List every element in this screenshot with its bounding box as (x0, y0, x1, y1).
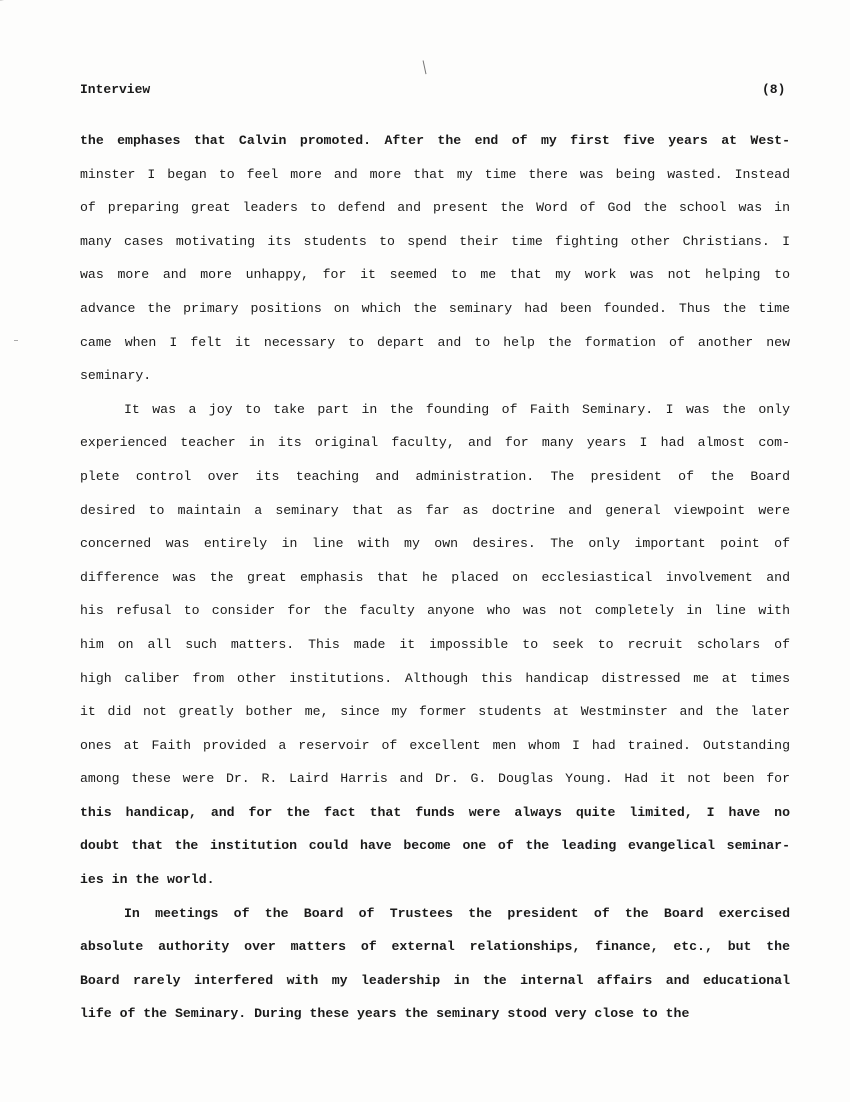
text-line: this handicap, and for the fact that funds were always quite limited, I have no (80, 804, 790, 820)
text-line: his refusal to consider for the faculty anyone who was not completely in line with (80, 603, 790, 619)
text-line: seminary. (80, 368, 152, 384)
scan-corner-mark (0, 0, 42, 15)
body-text (80, 124, 790, 1031)
text-line: concerned was entirely in line with my own desires. The only important point of (80, 536, 790, 552)
scan-edge-mark (14, 340, 18, 341)
page-number: (8) (762, 82, 786, 97)
text-line: difference was the great emphasis that he placed on ecclesiastical involvement and (80, 569, 790, 585)
text-line: minster I began to feel more and more that my time there was being wasted. Instead (80, 166, 790, 182)
text-line: In meetings of the Board of Trustees the president of the Board exercised (124, 905, 790, 921)
text-line: was more and more unhappy, for it seemed to me that my work was not helping to (80, 267, 790, 283)
text-line: ones at Faith provided a reservoir of excellent men whom I had trained. Outstanding (80, 737, 790, 753)
text-line: experienced teacher in its original faculty, and for many years I had almost com- (80, 435, 790, 451)
text-line: many cases motivating its students to spend their time fighting other Christians. I (80, 233, 790, 249)
text-line: among these were Dr. R. Laird Harris and Dr. G. Douglas Young. Had it not been for (80, 771, 790, 787)
text-line: life of the Seminary. During these years the seminary stood very close to the (80, 1006, 690, 1022)
text-line: the emphases that Calvin promoted. After the end of my first five years at West- (80, 133, 790, 148)
document-title: Interview (80, 82, 151, 97)
text-line: advance the primary positions on which the seminary had been founded. Thus the time (80, 300, 790, 316)
text-line: came when I felt it necessary to depart and to help the formation of another new (80, 334, 790, 350)
text-line: absolute authority over matters of external relationships, finance, etc., but the (80, 939, 790, 955)
text-line: desired to maintain a seminary that as far as doctrine and general viewpoint were (80, 502, 790, 518)
text-line: ies in the world. (80, 872, 215, 888)
text-line: of preparing great leaders to defend and present the Word of God the school was in (80, 200, 790, 216)
text-line: high caliber from other institutions. Although this handicap distressed me at times (80, 670, 790, 686)
text-line: him on all such matters. This made it impossible to seek to recruit scholars of (80, 636, 790, 652)
text-line: plete control over its teaching and administration. The president of the Board (80, 468, 790, 484)
text-line: Board rarely interfered with my leadership in the internal affairs and educational (80, 972, 790, 988)
text-line: it did not greatly bother me, since my former students at Westminster and the later (80, 704, 790, 720)
scan-smudge (423, 60, 430, 75)
text-line: It was a joy to take part in the founding of Faith Seminary. I was the only (124, 401, 790, 417)
text-line: doubt that the institution could have become one of the leading evangelical seminar- (80, 838, 790, 854)
